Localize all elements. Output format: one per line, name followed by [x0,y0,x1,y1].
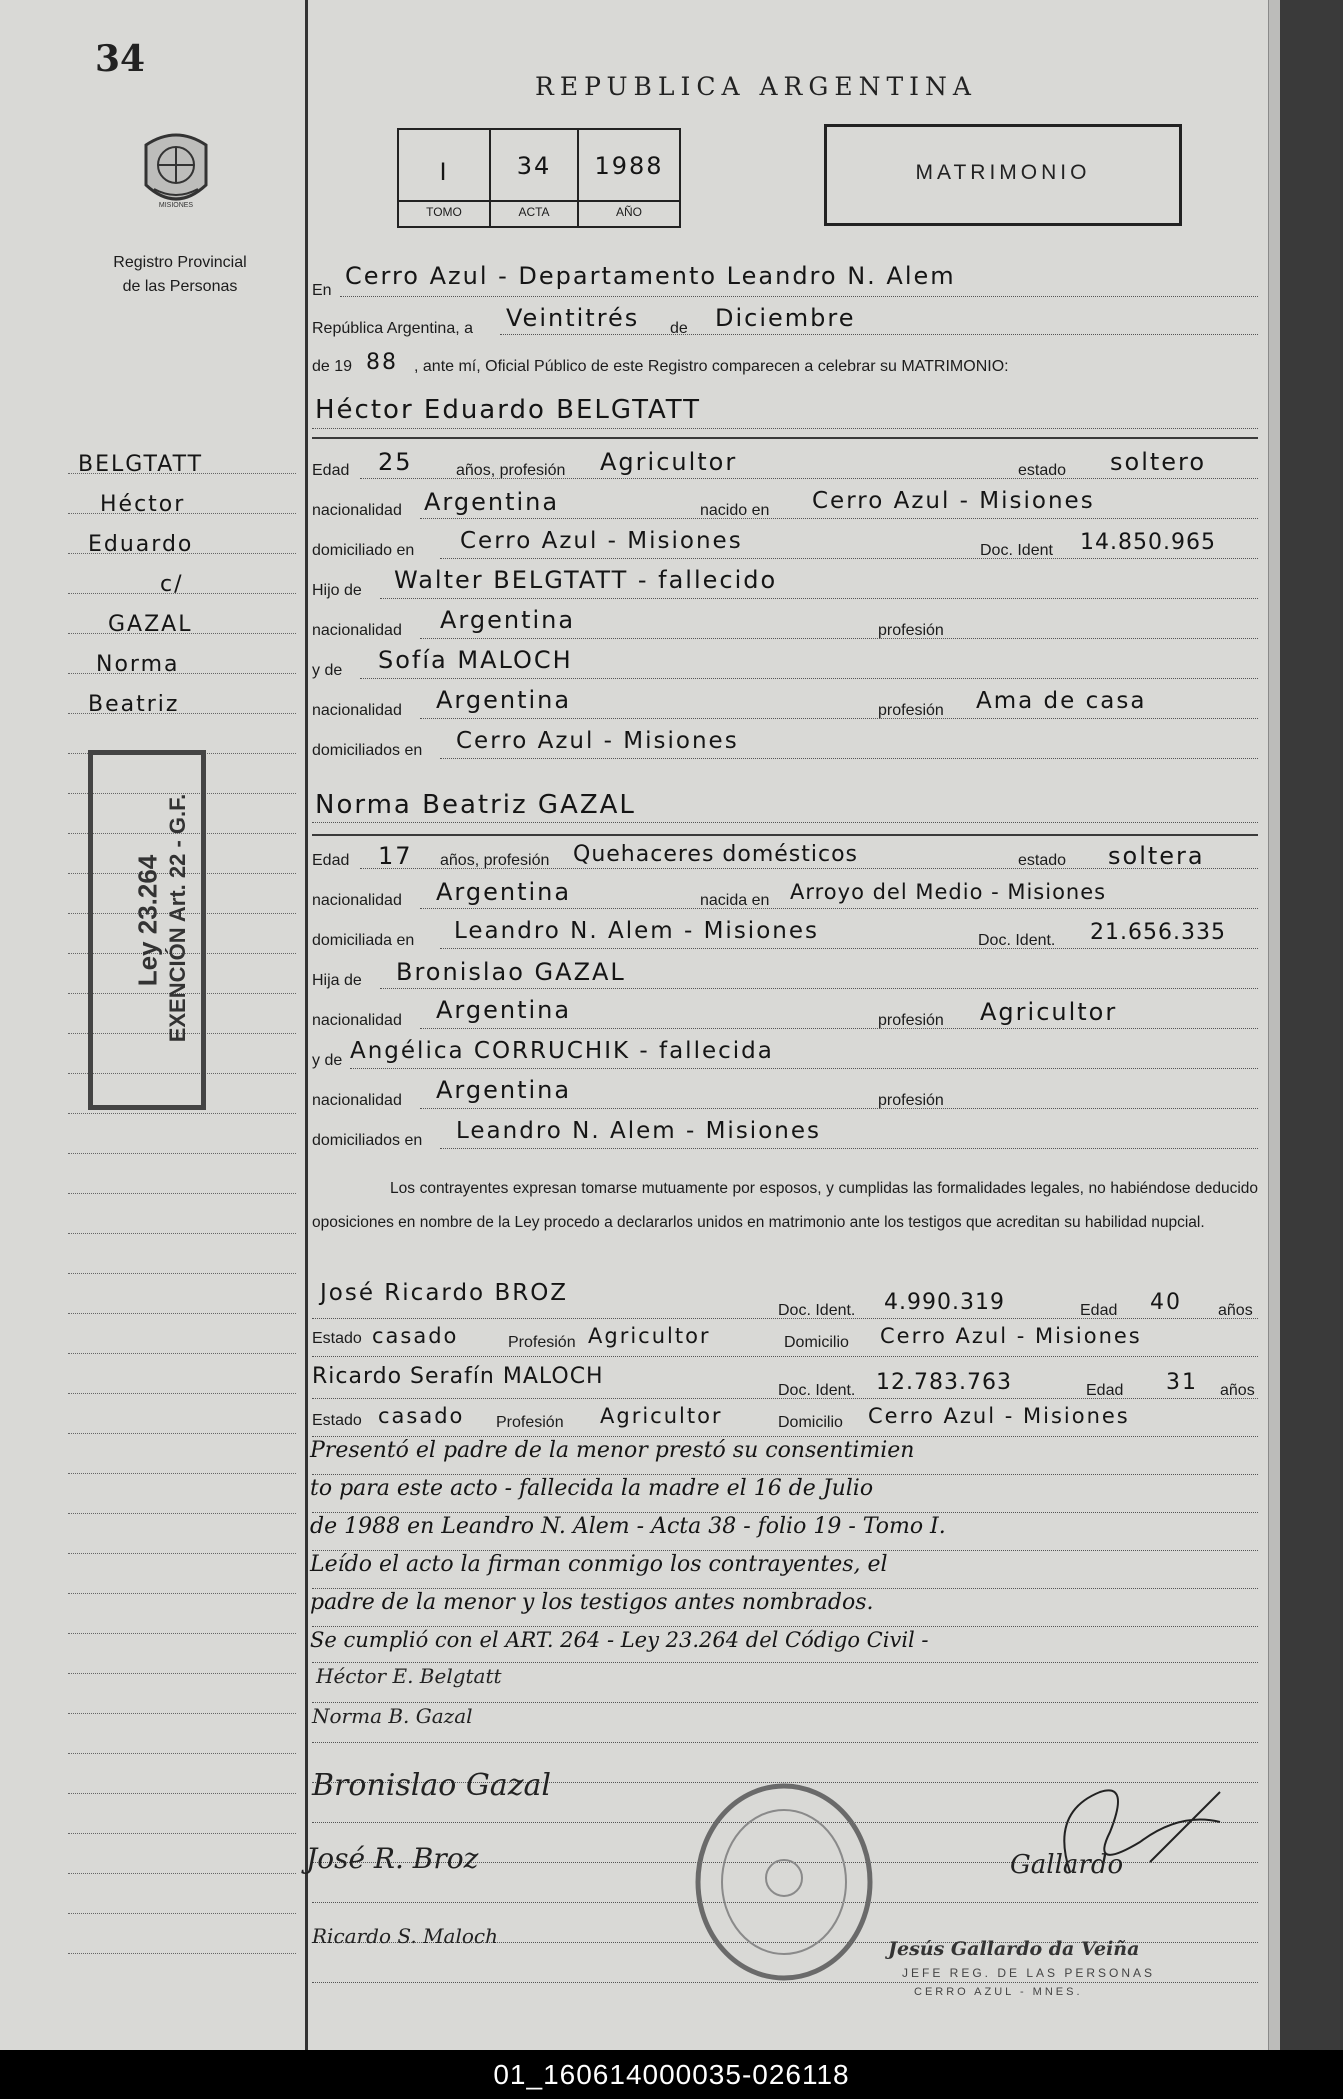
witness-doc: 12.783.763 [876,1370,1012,1395]
label-anos: años [1218,1302,1253,1319]
witness-estado: casado [372,1324,459,1348]
witness-age: 31 [1166,1370,1198,1395]
label-republica: República Argentina, a [312,320,473,337]
groom-doc: 14.850.965 [1080,530,1216,555]
reference-box [397,128,681,228]
groom-name: Héctor Eduardo BELGTATT [315,395,702,425]
label-domiciliados: domiciliados en [312,742,423,759]
bride-parents-domicile: Leandro N. Alem - Misiones [456,1118,821,1144]
witness-name: José Ricardo BROZ [320,1280,569,1306]
declaration-text: Los contrayentes expresan tomarse mutuamente por esposos, y cumplidas las formalidades legales, no habiéndose deducido oposiciones en nombre de la Ley procedo a declararlos unidos en matrimonio ante los testigos que acreditan su habilidad nupcial. [312,1180,1258,1231]
bride-name: Norma Beatriz GAZAL [315,790,636,820]
groom-birthplace: Cerro Azul - Misiones [812,488,1095,514]
official-name: Jesús Gallardo da Veiña [888,1938,1140,1960]
bride-father: Bronislao GAZAL [396,958,626,986]
signature: Ricardo S. Maloch [312,1924,498,1948]
label-profesion: profesión [878,1012,944,1029]
bride-mother-nationality: Argentina [436,1076,572,1104]
label-profesion: Profesión [508,1334,576,1351]
ano-value: 1988 [594,152,664,180]
note-line: padre de la menor y los testigos antes nombrados. [310,1590,874,1615]
bride-age: 17 [378,842,413,870]
intro-text: , ante mí, Oficial Público de este Registro comparecen a celebrar su MATRIMONIO: [414,358,1009,375]
note-line: Presentó el padre de la menor prestó su consentimien [310,1438,915,1463]
signature-flourish-icon [1030,1752,1230,1882]
witness-domicile: Cerro Azul - Misiones [868,1404,1130,1428]
witness-profession: Agricultor [600,1404,723,1428]
label-nacido: nacido en [700,502,770,519]
signature: Héctor E. Belgtatt [316,1664,502,1688]
seal-caption: MISIONES [158,202,194,209]
margin-note-line: Beatriz [88,692,180,717]
label-profesion: años, profesión [456,462,566,479]
label-profesion: años, profesión [440,852,550,869]
groom-parents-domicile: Cerro Azul - Misiones [456,728,739,754]
signature: José R. Broz [306,1842,479,1875]
groom-mother-nationality: Argentina [436,686,572,714]
label-yde: y de [312,662,343,679]
groom-age: 25 [378,448,413,476]
margin-note-line: GAZAL [108,612,193,637]
witness-age: 40 [1150,1290,1182,1315]
label-doc: Doc. Ident. [778,1382,856,1399]
label-nacionalidad: nacionalidad [312,1012,402,1029]
groom-nationality: Argentina [424,488,560,516]
groom-father-nationality: Argentina [440,606,576,634]
note-line: to para este acto - fallecida la madre el 16 de Julio [310,1476,874,1501]
label-de: de [670,320,688,337]
groom-status: soltero [1110,448,1207,476]
label-profesion: profesión [878,622,944,639]
groom-profession: Agricultor [600,448,738,476]
page-number: 34 [95,38,146,80]
ano-label: AÑO [615,205,642,219]
tomo-value: I [439,158,449,186]
label-hijo: Hijo de [312,582,362,599]
margin-note-line: Héctor [100,492,186,517]
acta-value: 34 [516,152,552,180]
year-value: 88 [366,350,398,375]
exemption-stamp [88,750,206,1110]
label-edad: Edad [312,462,350,479]
groom-mother-profession: Ama de casa [976,688,1147,714]
month-value: Diciembre [715,304,856,332]
label-domiciliada: domiciliada en [312,932,415,949]
label-profesion: profesión [878,702,944,719]
label-estado: Estado [312,1412,362,1429]
official-title: JEFE REG. DE LAS PERSONAS [902,1966,1156,1980]
label-doc: Doc. Ident [980,542,1053,559]
image-id-footer: 01_160614000035-026118 [0,2050,1343,2099]
label-estado: estado [1018,852,1067,869]
witness-name: Ricardo Serafín MALOCH [312,1364,604,1389]
bride-status: soltera [1108,842,1205,870]
margin-note-line: Norma [96,652,180,677]
label-edad: Edad [1080,1302,1118,1319]
label-profesion: profesión [878,1092,944,1109]
label-edad: Edad [312,852,350,869]
place-value: Cerro Azul - Departamento Leandro N. Alem [345,262,956,290]
label-domicilio: Domicilio [778,1414,843,1431]
day-value: Veintitrés [506,304,640,332]
stamp-line: EXENCIÓN Art. 22 - G.F. [165,793,190,1043]
page-edge-shadow [1280,0,1343,2050]
official-place: CERRO AZUL - MNES. [914,1986,1083,1998]
official-seal-icon [694,1782,874,1982]
margin-line [305,0,308,2050]
country-title: REPUBLICA ARGENTINA [535,72,977,101]
witness-domicile: Cerro Azul - Misiones [880,1324,1142,1348]
margin-note-line: Eduardo [88,532,194,557]
label-yde: y de [312,1052,343,1069]
bride-father-profession: Agricultor [980,998,1118,1026]
bride-doc: 21.656.335 [1090,920,1226,945]
label-nacionalidad: nacionalidad [312,892,402,909]
label-year: de 19 [312,358,353,375]
act-type-box [824,124,1182,226]
label-nacionalidad: nacionalidad [312,622,402,639]
registry-line1: Registro Provincial [113,254,247,271]
signature: Bronislao Gazal [312,1768,551,1803]
stamp-line: Ley 23.264 [132,854,163,987]
label-nacionalidad: nacionalidad [312,1092,402,1109]
label-profesion: Profesión [496,1414,564,1431]
label-nacionalidad: nacionalidad [312,702,402,719]
margin-note-line: c/ [160,572,184,597]
witness-doc: 4.990.319 [884,1290,1005,1315]
label-doc: Doc. Ident. [978,932,1056,949]
bride-domicile: Leandro N. Alem - Misiones [454,918,819,944]
label-anos: años [1220,1382,1255,1399]
bride-mother: Angélica CORRUCHIK - fallecida [350,1038,774,1064]
note-line: Se cumplió con el ART. 264 - Ley 23.264 del Código Civil - [310,1628,929,1652]
groom-father: Walter BELGTATT - fallecido [394,566,778,594]
label-nacida: nacida en [700,892,770,909]
note-line: Leído el acto la firman conmigo los contrayentes, el [310,1552,888,1577]
label-domiciliado: domiciliado en [312,542,415,559]
label-doc: Doc. Ident. [778,1302,856,1319]
label-domiciliados: domiciliados en [312,1132,423,1149]
label-estado: Estado [312,1330,362,1347]
label-estado: estado [1018,462,1067,479]
official-signature: Gallardo [1010,1850,1124,1880]
witness-profession: Agricultor [588,1324,711,1348]
bride-birthplace: Arroyo del Medio - Misiones [790,880,1107,904]
witness-estado: casado [378,1404,465,1428]
tomo-label: TOMO [426,205,462,219]
groom-mother: Sofía MALOCH [378,646,573,674]
act-type-label: MATRIMONIO [915,161,1091,184]
label-nacionalidad: nacionalidad [312,502,402,519]
bride-father-nationality: Argentina [436,996,572,1024]
bride-profession: Quehaceres domésticos [573,842,859,867]
registry-line2: de las Personas [122,278,238,295]
note-line: de 1988 en Leandro N. Alem - Acta 38 - folio 19 - Tomo I. [310,1514,946,1539]
label-en: En [312,282,332,299]
label-domicilio: Domicilio [784,1334,849,1351]
margin-note-line: BELGTATT [78,452,204,477]
bride-nationality: Argentina [436,878,572,906]
acta-label: ACTA [518,205,550,219]
label-edad: Edad [1086,1382,1124,1399]
signature: Norma B. Gazal [312,1704,473,1728]
groom-domicile: Cerro Azul - Misiones [460,528,743,554]
label-hija: Hija de [312,972,362,989]
